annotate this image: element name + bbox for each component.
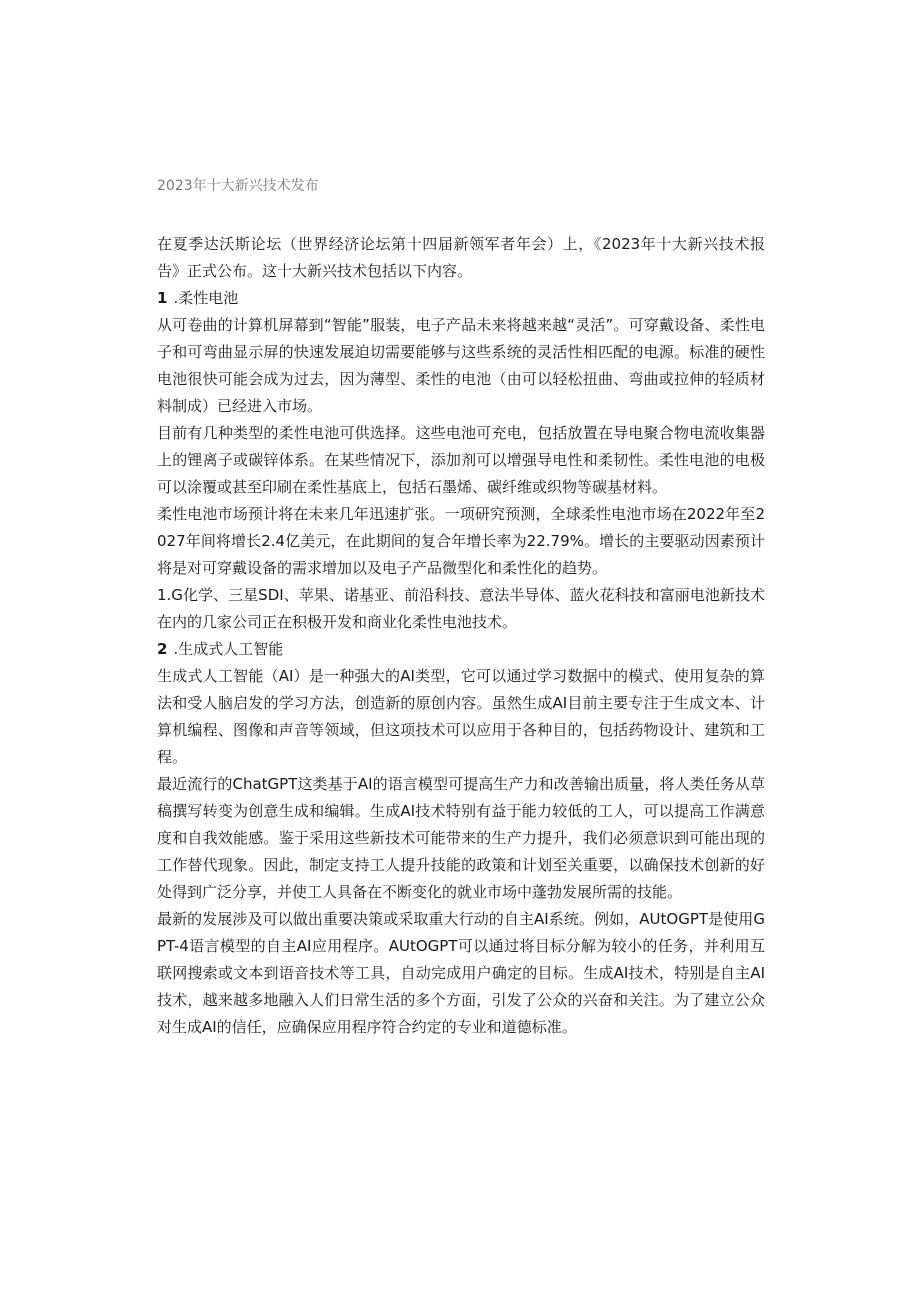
body-paragraph: 1.G化学、三星SDI、苹果、诺基亚、前沿科技、意法半导体、蓝火花科技和富丽电池新技术在内的几家公司正在积极开发和商业化柔性电池技术。 [157, 586, 765, 631]
section-generative-ai [157, 636, 765, 1041]
body-paragraph: 最新的发展涉及可以做出重要决策或采取重大行动的自主AI系统。例如，AUtOGPT是使用GPT-4语言模型的自主AI应用程序。AUtOGPT可以通过将目标分解为较小的任务，并利用互联网搜索或文本到语音技术等工具，自动完成用户确定的目标。生成AI技术，特别是自主AI技术，越来越多地融入人们日常生活的多个方面，引发了公众的兴奋和关注。为了建立公众对生成AI的信任，应确保应用程序符合约定的专业和道德标准。 [157, 910, 765, 1036]
body-paragraph: 目前有几种类型的柔性电池可供选择。这些电池可充电，包括放置在导电聚合物电流收集器上的锂离子或碳锌体系。在某些情况下，添加剂可以增强导电性和柔韧性。柔性电池的电极可以涂覆或甚至印刷在柔性基底上，包括石墨烯、碳纤维或织物等碳基材料。 [157, 424, 765, 496]
document-body [157, 231, 765, 1041]
body-paragraph: 最近流行的ChatGPT这类基于AI的语言模型可提高生产力和改善输出质量，将人类任务从草稿撰写转变为创意生成和编辑。生成AI技术特别有益于能力较低的工人，可以提高工作满意度和自我效能感。鉴于采用这些新技术可能带来的生产力提升，我们必须意识到可能出现的工作替代现象。因此，制定支持工人提升技能的政策和计划至关重要，以确保技术创新的好处得到广泛分享，并使工人具备在不断变化的就业市场中蓬勃发展所需的技能。 [157, 775, 765, 901]
section-title: .柔性电池 [173, 289, 239, 307]
body-paragraph: 柔性电池市场预计将在未来几年迅速扩张。一项研究预测，全球柔性电池市场在2022年至2027年间将增长2.4亿美元，在此期间的复合年增长率为22.79%。增长的主要驱动因素预计将是对可穿戴设备的需求增加以及电子产品微型化和柔性化的趋势。 [157, 505, 765, 577]
section-heading [157, 285, 765, 312]
body-paragraph: 从可卷曲的计算机屏幕到“智能”服装，电子产品未来将越来越“灵活”。可穿戴设备、柔性电子和可弯曲显示屏的快速发展迫切需要能够与这些系统的灵活性相匹配的电源。标准的硬性电池很快可能会成为过去，因为薄型、柔性的电池（由可以轻松扭曲、弯曲或拉伸的轻质材料制成）已经进入市场。 [157, 316, 765, 415]
section-number: 2 [157, 640, 168, 658]
intro-paragraph: 在夏季达沃斯论坛（世界经济论坛第十四届新领军者年会）上，《2023年十大新兴技术报告》正式公布。这十大新兴技术包括以下内容。 [157, 235, 765, 280]
section-heading [157, 636, 765, 663]
document-title: 2023年十大新兴技术发布 [157, 178, 319, 194]
body-paragraph: 生成式人工智能（AI）是一种强大的AI类型，它可以通过学习数据中的模式、使用复杂的算法和受人脑启发的学习方法，创造新的原创内容。虽然生成AI目前主要专注于生成文本、计算机编程、图像和声音等领域，但这项技术可以应用于各种目的，包括药物设计、建筑和工程。 [157, 667, 765, 766]
section-number: 1 [157, 289, 168, 307]
section-title: .生成式人工智能 [173, 640, 284, 658]
section-flexible-battery [157, 285, 765, 636]
